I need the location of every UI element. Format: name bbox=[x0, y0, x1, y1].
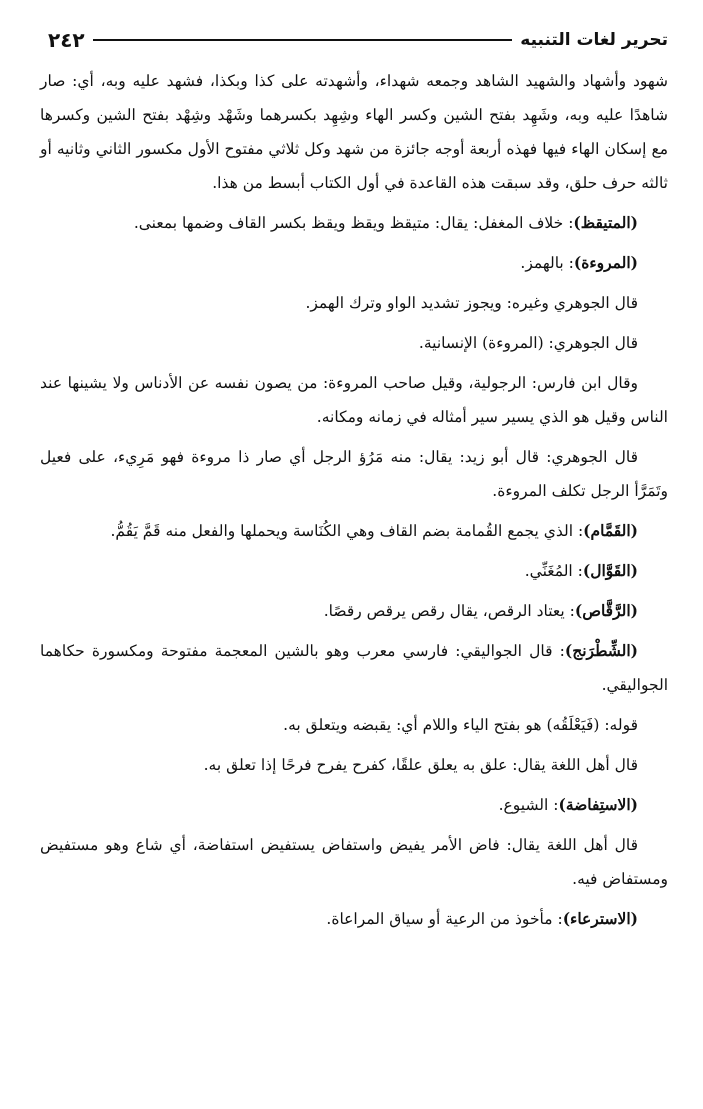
entry-term: (الرَّقَّاص) bbox=[574, 601, 638, 620]
paragraph bbox=[40, 594, 668, 628]
page-number: ٢٤٢ bbox=[48, 28, 85, 52]
entry-term: (القَمَّام) bbox=[583, 521, 638, 540]
entry-term: (الشِّطْرَنج) bbox=[564, 641, 638, 660]
header-rule bbox=[93, 39, 513, 41]
paragraph bbox=[40, 440, 668, 508]
paragraph-text: قال أهل اللغة يقال: علق به يعلق علقًا، كفرح يفرح فرحًا إذا تعلق به. bbox=[203, 756, 638, 774]
paragraph-text: : يعتاد الرقص، يقال رقص يرقص رقصًا. bbox=[323, 602, 575, 620]
paragraph bbox=[40, 828, 668, 896]
paragraph bbox=[40, 326, 668, 360]
paragraph-text: قال أهل اللغة يقال: فاض الأمر يفيض واستفاض يستفيض استفاضة، أي شاع وهو مستفيض ومستفاض فيه. bbox=[40, 836, 668, 888]
book-page bbox=[40, 22, 668, 942]
paragraph-text: : بالهمز. bbox=[520, 254, 574, 272]
paragraph-text: : خلاف المغفل: يقال: متيقظ ويقظ ويقظ بكسر القاف وضمها بمعنى. bbox=[133, 214, 574, 232]
entry-term: (المتيقظ) bbox=[573, 213, 638, 232]
paragraph-text: قال الجوهري وغيره: ويجوز تشديد الواو وترك الهمز. bbox=[305, 294, 638, 312]
paragraph bbox=[40, 634, 668, 702]
paragraph bbox=[40, 554, 668, 588]
page-header bbox=[40, 22, 668, 58]
paragraph bbox=[40, 902, 668, 936]
paragraph-text: قوله: (فَيَعْلَقُه) هو بفتح الياء واللام أي: يقبضه ويتعلق به. bbox=[283, 716, 638, 734]
paragraph bbox=[40, 748, 668, 782]
paragraph-text: : قال الجواليقي: فارسي معرب وهو بالشين المعجمة مفتوحة ومكسورة حكاهما الجواليقي. bbox=[40, 642, 668, 694]
paragraph-text: : مأخوذ من الرعية أو سياق المراعاة. bbox=[326, 910, 563, 928]
paragraph-text: قال الجوهري: (المروءة) الإنسانية. bbox=[418, 334, 638, 352]
running-title: تحرير لغات التنبيه bbox=[520, 30, 668, 50]
paragraph bbox=[40, 514, 668, 548]
paragraph-text: : الذي يجمع القُمامة بضم القاف وهي الكُنَاسة ويحملها والفعل منه قَمَّ يَقُمُّ. bbox=[110, 522, 584, 540]
entry-term: (الاستِفاضة) bbox=[558, 795, 638, 814]
paragraph-text: : الشيوع. bbox=[498, 796, 559, 814]
paragraph bbox=[40, 246, 668, 280]
paragraph bbox=[40, 788, 668, 822]
paragraph bbox=[40, 366, 668, 434]
paragraph bbox=[40, 206, 668, 240]
body-text bbox=[40, 64, 668, 936]
paragraph-text: : المُغَنِّي. bbox=[524, 562, 583, 580]
paragraph bbox=[40, 708, 668, 742]
entry-term: (المروءة) bbox=[573, 253, 638, 272]
entry-term: (الاسترعاء) bbox=[562, 909, 638, 928]
paragraph-text: قال الجوهري: قال أبو زيد: يقال: منه مَرُؤ الرجل أي صار ذا مروءة فهو مَرِيء، على فعيل وتَمَرَّأ الرجل تكلف المروءة. bbox=[40, 448, 668, 500]
paragraph bbox=[40, 64, 668, 200]
paragraph bbox=[40, 286, 668, 320]
entry-term: (القَوَّال) bbox=[582, 561, 638, 580]
paragraph-text: شهود وأشهاد والشهيد الشاهد وجمعه شهداء، وأشهدته على كذا وبكذا، فشهد عليه وبه، أي: صار شاهدًا عليه وبه، وشَهِد بفتح الشين وكسر الهاء وشِهِد بكسرهما وشَهْد وشِهْد بفتح الشين وكسرها مع إسكان الهاء فيها فهذه أربعة أوجه جائزة من شهد وكل ثلاثي مفتوح الأول مكسور الثاني وثانيه أو ثالثه حرف حلق، وقد سبقت هذه القاعدة في أول الكتاب أبسط من هذا. bbox=[40, 72, 668, 192]
paragraph-text: وقال ابن فارس: الرجولية، وقيل صاحب المروءة: من يصون نفسه عن الأدناس ولا يشينها عند الناس وقيل هو الذي يسير سير أمثاله في زمانه ومكانه. bbox=[40, 374, 668, 426]
